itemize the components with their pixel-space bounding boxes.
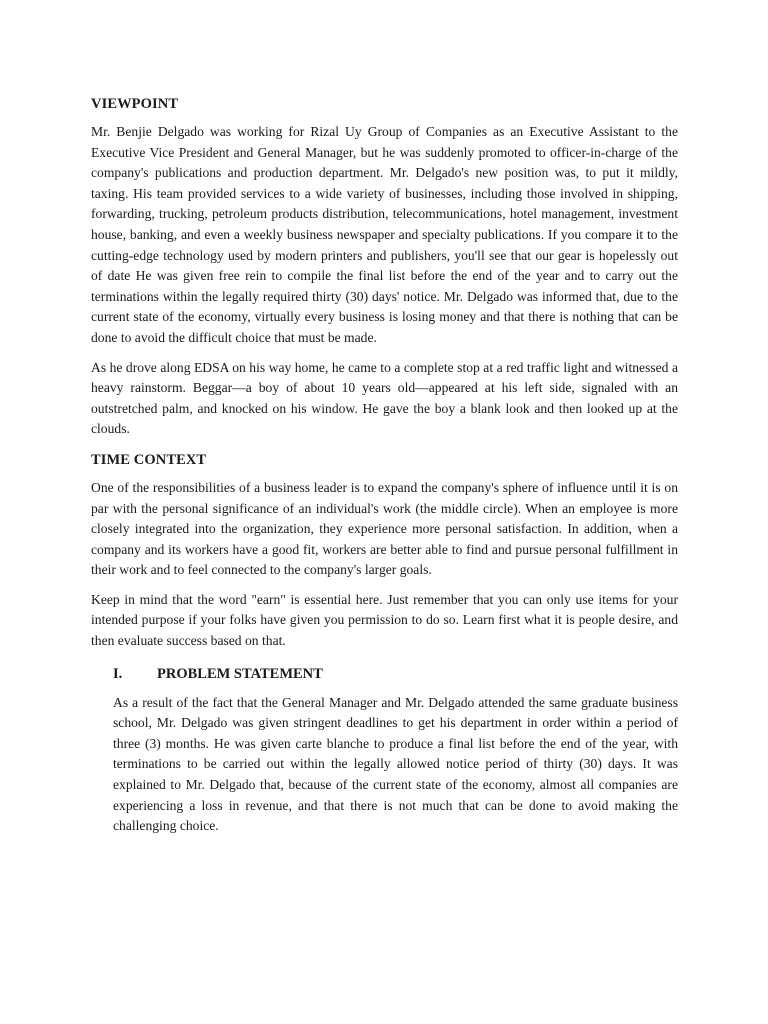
viewpoint-paragraph-2: As he drove along EDSA on his way home, he came to a complete stop at a red traffic light and witnessed a heavy rainstorm. Beggar—a boy of about 10 years old—appeared at his left side, signaled with an outstretched palm, and knocked on his window. He gave the boy a blank look and then looked up at the clouds. — [91, 359, 678, 437]
viewpoint-heading: VIEWPOINT — [91, 96, 179, 112]
problem-statement-heading — [113, 664, 678, 684]
section-number: I. — [113, 665, 123, 682]
section-title: PROBLEM STATEMENT — [157, 665, 323, 682]
time-context-paragraph-2: Keep in mind that the word "earn" is essential here. Just remember that you can only use items for your intended purpose if your folks have given you permission to do so. Learn first what it is people desire, and then evaluate success based on that. — [91, 591, 678, 649]
time-context-heading: TIME CONTEXT — [91, 451, 207, 468]
time-context-paragraph-1: One of the responsibilities of a business leader is to expand the company's sphere of influence until it is on par with the personal significance of an individual's work (the middle circle). When an employee is more closely integrated into the organization, they experience more personal satisfaction. In addition, when a company and its workers have a good fit, workers are better able to find and pursue personal fulfillment in their work and to feel connected to the company's larger goals. — [91, 479, 678, 578]
problem-statement-paragraph: As a result of the fact that the General Manager and Mr. Delgado attended the same graduate business school, Mr. Delgado was given stringent deadlines to get his department in order within a period of three (3) months. He was given carte blanche to produce a final list before the end of the year, with terminations to be carried out within the legally allowed notice period of thirty (30) days. It was explained to Mr. Delgado that, because of the current state of the economy, almost all companies are experiencing a loss in revenue, and that there is not much that can be done to avoid making the challenging choice. — [113, 694, 678, 834]
viewpoint-paragraph-1: Mr. Benjie Delgado was working for Rizal Uy Group of Companies as an Executive Assistant to the Executive Vice President and General Manager, but he was suddenly promoted to officer-in-charge of the company's publications and production department. Mr. Delgado's new position was, to put it mildly, taxing. His team provided services to a wide variety of businesses, including those involved in shipping, forwarding, trucking, petroleum products distribution, telecommunications, hotel management, investment house, banking, and even a weekly business newspaper and specialty publications. If you compare it to the cutting-edge technology used by modern printers and publishers, you'll see that our gear is hopelessly out of date He was given free rein to compile the final list before the end of the year and to carry out the terminations within the legally required thirty (30) days' notice. Mr. Delgado was informed that, due to the current state of the economy, virtually every business is losing money and that there is nothing that can be done to avoid the difficult choice that must be made. — [91, 124, 678, 345]
